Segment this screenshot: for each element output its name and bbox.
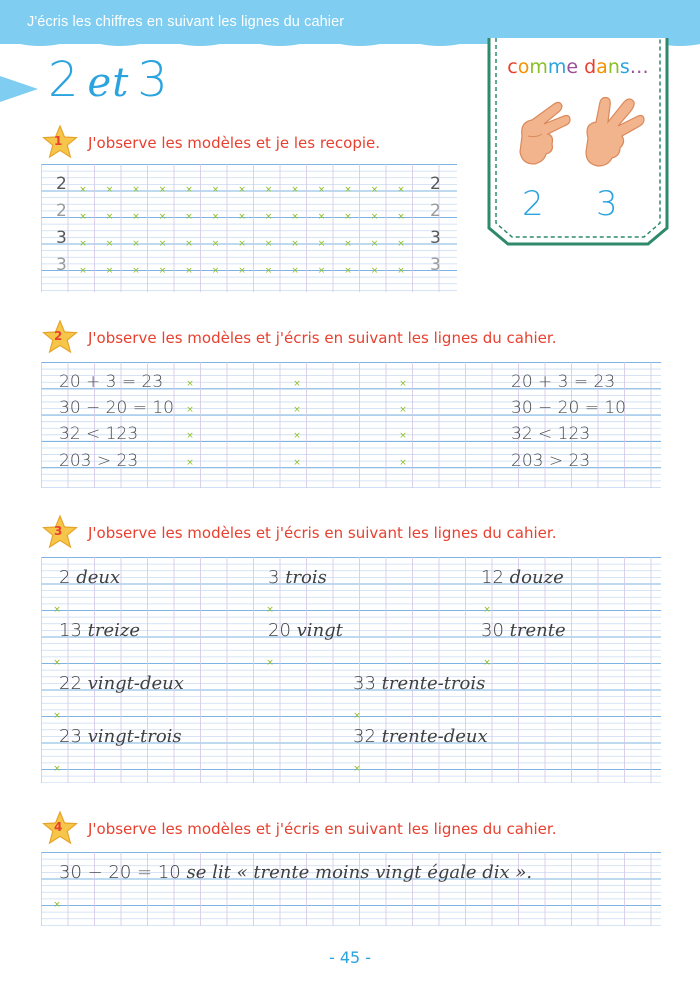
start-mark-icon: × [158, 212, 167, 222]
start-mark-icon: × [293, 379, 301, 389]
start-mark-icon: × [293, 458, 301, 468]
hand-two-fingers-icon [514, 96, 572, 170]
start-mark-icon: × [353, 711, 361, 721]
card-title-letter: s [619, 56, 630, 78]
start-mark-icon: × [344, 239, 352, 249]
start-mark-icon: × [158, 239, 167, 249]
card-title-letter: n [607, 56, 620, 78]
ex2-left-eq-3: 32 < 123 [59, 424, 139, 444]
card-title-letter: m [547, 56, 567, 78]
banner-title: J'écris les chiffres en suivant les lignes du cahier [27, 14, 345, 30]
start-mark-icon: × [186, 405, 194, 415]
start-mark-icon: × [293, 405, 301, 415]
start-mark-icon: × [264, 212, 273, 222]
start-mark-icon: × [79, 266, 87, 276]
card-title-letter: … [629, 56, 649, 78]
ex3-model-treize: 13 treize [59, 620, 141, 641]
start-mark-icon: × [317, 266, 326, 276]
start-mark-icon: × [186, 379, 194, 389]
ex1-model-digit-left: 3 [56, 228, 67, 248]
ex3-model-trente-trois: 33 trente-trois [353, 673, 486, 694]
start-mark-icon: × [53, 764, 61, 774]
start-mark-icon: × [291, 239, 299, 249]
start-mark-icon: × [317, 212, 326, 222]
start-mark-icon: × [79, 185, 87, 195]
ex1-model-digit-left: 2 [56, 201, 67, 221]
start-mark-icon: × [185, 185, 193, 195]
card-title-letter: e [566, 56, 579, 78]
ex2-right-eq-3: 32 < 123 [511, 424, 591, 444]
start-mark-icon: × [291, 185, 299, 195]
start-mark-icon: × [399, 405, 407, 415]
ex3-model-vingt: 20 vingt [268, 620, 343, 641]
start-mark-icon: × [397, 239, 405, 249]
card-title-letter: o [517, 56, 530, 78]
start-mark-icon: × [158, 266, 167, 276]
comme-dans-card [486, 38, 670, 248]
start-mark-icon: × [238, 239, 246, 249]
start-mark-icon: × [53, 605, 61, 615]
ex3-model-vingt-trois: 23 vingt-trois [59, 726, 182, 747]
start-mark-icon: × [79, 212, 87, 222]
page-number: - 45 - [328, 948, 372, 967]
ex2-left-eq-1: 20 + 3 = 23 [59, 372, 164, 392]
start-mark-icon: × [353, 764, 361, 774]
start-mark-icon: × [238, 212, 246, 222]
start-mark-icon: × [266, 605, 274, 615]
start-mark-icon: × [185, 212, 193, 222]
ex2-right-eq-4: 203 > 23 [511, 451, 591, 471]
start-mark-icon: × [370, 266, 379, 276]
exercise-2-number: 2 [54, 329, 63, 343]
ex3-model-douze: 12 douze [481, 567, 564, 588]
start-mark-icon: × [158, 185, 167, 195]
start-mark-icon: × [397, 185, 405, 195]
ex2-left-eq-2: 30 − 20 = 10 [59, 398, 174, 418]
ex2-right-eq-2: 30 − 20 = 10 [511, 398, 626, 418]
start-mark-icon: × [53, 711, 61, 721]
card-title-letter: a [596, 56, 608, 78]
start-mark-icon: × [399, 431, 407, 441]
start-mark-icon: × [317, 239, 326, 249]
start-mark-icon: × [132, 239, 140, 249]
exercise-1-instruction: J'observe les modèles et je les recopie. [88, 134, 381, 152]
card-title-letter: c [507, 56, 518, 78]
exercise-1-notebook [41, 164, 457, 292]
start-mark-icon: × [105, 266, 114, 276]
title-et: et [87, 60, 130, 106]
start-mark-icon: × [344, 212, 352, 222]
exercise-3-instruction: J'observe les modèles et j'écris en suivant les lignes du cahier. [88, 524, 557, 542]
page-title [48, 52, 169, 108]
start-mark-icon: × [211, 212, 220, 222]
ex4-model-sentence: 30 − 20 = 10 se lit « trente moins vingt égale dix ». [59, 862, 533, 883]
start-mark-icon: × [185, 266, 193, 276]
exercise-3-notebook [41, 557, 661, 783]
start-mark-icon: × [291, 266, 299, 276]
card-title-letter: d [584, 56, 597, 78]
title-digit-3: 3 [137, 52, 169, 108]
ex3-model-trente: 30 trente [481, 620, 566, 641]
ex2-left-eq-4: 203 > 23 [59, 451, 139, 471]
start-mark-icon: × [293, 431, 301, 441]
start-mark-icon: × [397, 266, 405, 276]
start-mark-icon: × [397, 212, 405, 222]
start-mark-icon: × [132, 185, 140, 195]
start-mark-icon: × [211, 185, 220, 195]
ex2-right-eq-1: 20 + 3 = 23 [511, 372, 616, 392]
ex3-model-trois: 3 trois [268, 567, 327, 588]
ex1-model-digit-right: 2 [430, 174, 441, 194]
start-mark-icon: × [264, 239, 273, 249]
start-mark-icon: × [264, 185, 273, 195]
start-mark-icon: × [344, 266, 352, 276]
start-mark-icon: × [399, 379, 407, 389]
ex1-model-digit-left: 3 [56, 255, 67, 275]
start-mark-icon: × [370, 212, 379, 222]
title-arrow-icon [0, 72, 40, 106]
start-mark-icon: × [344, 185, 352, 195]
card-title [486, 56, 670, 78]
card-number-2: 2 [522, 184, 544, 224]
start-mark-icon: × [211, 266, 220, 276]
ex1-model-digit-right: 2 [430, 201, 441, 221]
ex1-model-digit-right: 3 [430, 228, 441, 248]
start-mark-icon: × [291, 212, 299, 222]
start-mark-icon: × [266, 658, 274, 668]
start-mark-icon: × [370, 239, 379, 249]
exercise-4-number: 4 [54, 820, 63, 834]
ex3-model-deux: 2 deux [59, 567, 121, 588]
start-mark-icon: × [483, 605, 491, 615]
start-mark-icon: × [399, 458, 407, 468]
start-mark-icon: × [186, 431, 194, 441]
start-mark-icon: × [185, 239, 193, 249]
start-mark-icon: × [105, 239, 114, 249]
title-digit-2: 2 [48, 52, 80, 108]
start-mark-icon: × [79, 239, 87, 249]
ex1-model-digit-right: 3 [430, 255, 441, 275]
start-mark-icon: × [211, 239, 220, 249]
start-mark-icon: × [105, 185, 114, 195]
start-mark-icon: × [370, 185, 379, 195]
card-number-3: 3 [596, 184, 618, 224]
start-mark-icon: × [238, 185, 246, 195]
ex3-model-trente-deux: 32 trente-deux [353, 726, 488, 747]
exercise-1-number: 1 [54, 134, 63, 148]
start-mark-icon: × [53, 900, 61, 910]
start-mark-icon: × [53, 658, 61, 668]
hand-three-fingers-icon [586, 98, 644, 167]
start-mark-icon: × [317, 185, 326, 195]
start-mark-icon: × [238, 266, 246, 276]
exercise-4-instruction: J'observe les modèles et j'écris en suivant les lignes du cahier. [88, 820, 557, 838]
start-mark-icon: × [186, 458, 194, 468]
start-mark-icon: × [132, 266, 140, 276]
ex1-model-digit-left: 2 [56, 174, 67, 194]
start-mark-icon: × [483, 658, 491, 668]
exercise-2-instruction: J'observe les modèles et j'écris en suivant les lignes du cahier. [88, 329, 557, 347]
start-mark-icon: × [132, 212, 140, 222]
start-mark-icon: × [105, 212, 114, 222]
exercise-3-number: 3 [54, 524, 63, 538]
ex3-model-vingt-deux: 22 vingt-deux [59, 673, 184, 694]
card-title-letter: m [529, 56, 548, 78]
start-mark-icon: × [264, 266, 273, 276]
